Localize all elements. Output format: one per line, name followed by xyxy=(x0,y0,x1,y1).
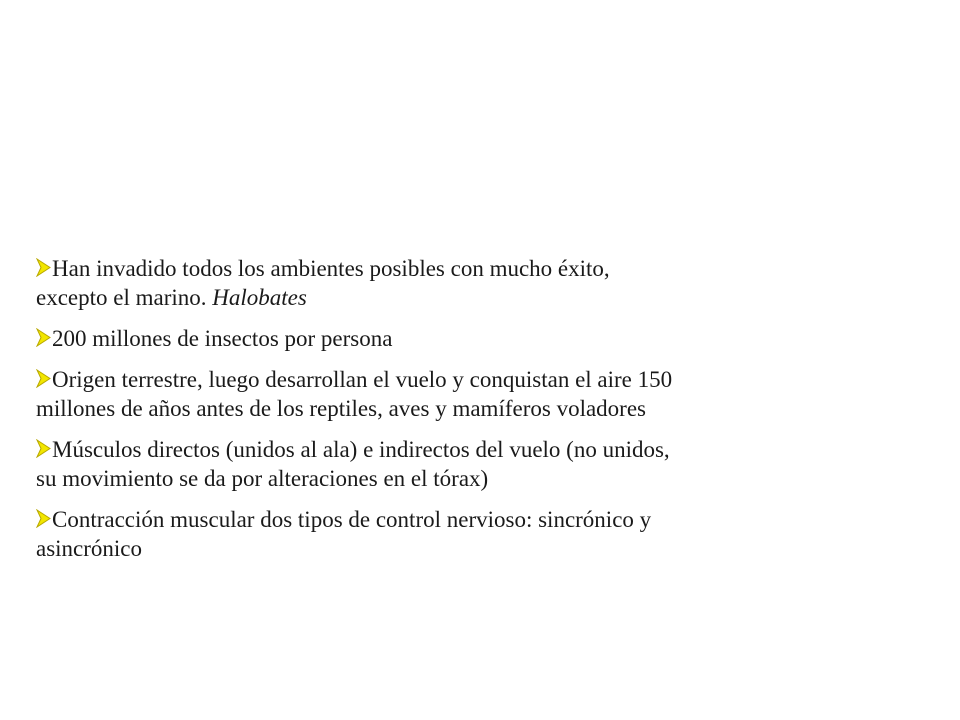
arrowhead-bullet-icon xyxy=(36,439,51,458)
slide-body xyxy=(36,254,686,575)
arrowhead-bullet-icon xyxy=(36,328,51,347)
bullet-item-5 xyxy=(36,505,686,563)
bullet-text: 200 millones de insectos por persona xyxy=(52,326,393,351)
bullet-text: Origen terrestre, luego desarrollan el vuelo y conquistan el aire 150 millones de años antes de los reptiles, aves y mamíferos voladores xyxy=(36,367,673,421)
arrowhead-bullet-icon xyxy=(36,369,51,388)
arrowhead-bullet-icon xyxy=(36,509,51,528)
bullet-text: Han invadido todos los ambientes posibles con mucho éxito, excepto el marino. xyxy=(36,256,610,310)
bullet-italic-term: Halobates xyxy=(212,285,307,310)
bullet-item-2 xyxy=(36,324,686,353)
bullet-text: Contracción muscular dos tipos de control nervioso: sincrónico y asincrónico xyxy=(36,507,652,561)
bullet-item-1 xyxy=(36,254,686,312)
arrowhead-bullet-icon xyxy=(36,258,51,277)
bullet-item-3 xyxy=(36,365,686,423)
bullet-item-4 xyxy=(36,435,686,493)
bullet-text: Músculos directos (unidos al ala) e indirectos del vuelo (no unidos, su movimiento se da por alteraciones en el tórax) xyxy=(36,437,670,491)
bullet-list xyxy=(36,254,686,563)
